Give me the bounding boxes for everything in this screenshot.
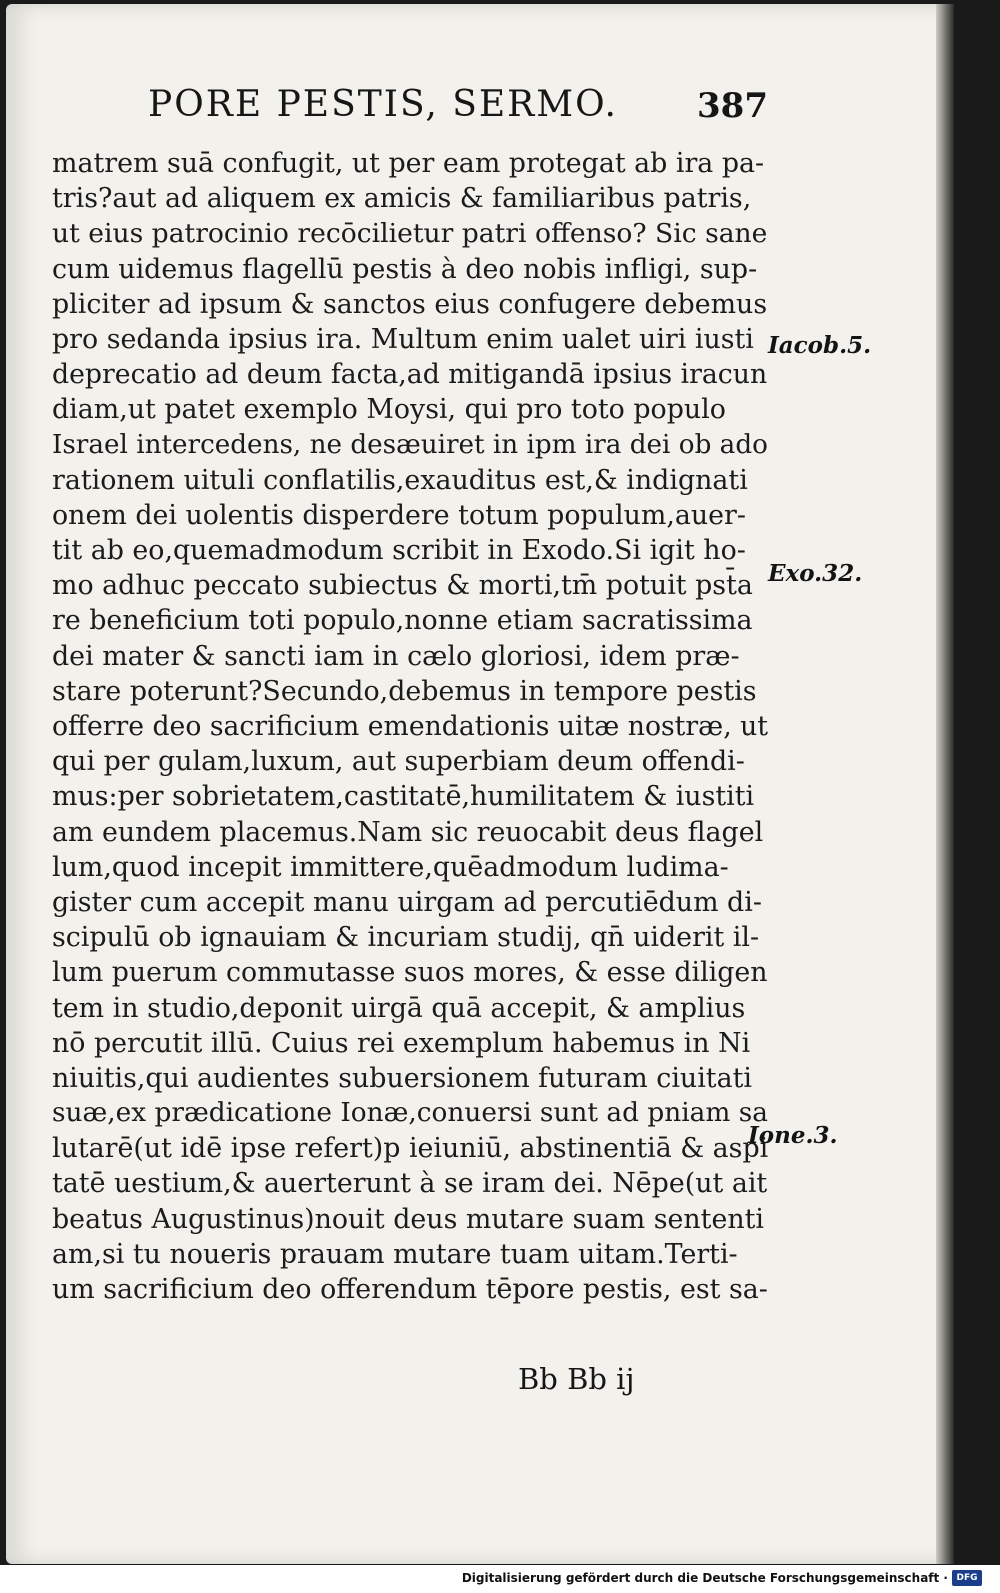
text-line: rationem uituli conflatilis,exauditus est,& indignati bbox=[52, 464, 748, 496]
margin-note-jonah: Ione.3. bbox=[748, 1122, 838, 1149]
book-page bbox=[6, 4, 954, 1564]
running-head bbox=[148, 84, 768, 132]
text-line: tris?aut ad aliquem ex amicis & familiaribus patris, bbox=[52, 183, 752, 215]
text-line: beatus Augustinus)nouit deus mutare suam sententi bbox=[52, 1203, 765, 1235]
text-line: suæ,ex prædicatione Ionæ,conuersi sunt ad pniam sa bbox=[52, 1098, 768, 1129]
digitization-footer bbox=[0, 1565, 1000, 1593]
text-line: diam,ut patet exemplo Moysi, qui pro toto populo bbox=[52, 394, 726, 426]
text-line: gister cum accepit manu uirgam ad percutiēdum di- bbox=[52, 886, 762, 918]
text-line: um sacrificium deo offerendum tēpore pestis, est sa- bbox=[52, 1274, 768, 1305]
footer-credit: Digitalisierung gefördert durch die Deutsche Forschungsgemeinschaft · bbox=[461, 1571, 948, 1585]
text-line: am eundem placemus.Nam sic reuocabit deus flagel bbox=[52, 816, 764, 848]
text-line: scipulū ob ignauiam & incuriam studij, qn̄ uiderit il- bbox=[52, 922, 760, 954]
margin-note-jacob: Iacob.5. bbox=[768, 332, 872, 359]
text-line: Israel intercedens, ne desæuiret in ipm ira dei ob ado bbox=[52, 429, 768, 460]
running-head-title: PORE PESTIS, SERMO. bbox=[148, 84, 618, 125]
text-line: niuitis,qui audientes subuersionem futuram ciuitati bbox=[52, 1062, 752, 1094]
signature-mark: Bb Bb ij bbox=[518, 1362, 635, 1396]
text-line: lum puerum commutasse suos mores, & esse diligen bbox=[52, 957, 768, 989]
text-line: stare poterunt?Secundo,debemus in tempore pestis bbox=[52, 675, 757, 707]
text-line: tatē uestium,& auerterunt à se iram dei. Nēpe(ut ait bbox=[52, 1168, 768, 1200]
text-line: lum,quod incepit immittere,quēadmodum ludima- bbox=[52, 851, 729, 883]
body-text bbox=[52, 146, 772, 1307]
text-line: tit ab eo,quemadmodum scribit in Exodo.Si igit ho- bbox=[52, 535, 746, 567]
text-line: qui per gulam,luxum, aut superbiam deum offendi- bbox=[52, 746, 745, 778]
text-line: lutarē(ut idē ipse refert)p ieiuniū, abstinentiā & aspi bbox=[52, 1133, 769, 1165]
text-line: pro sedanda ipsius ira. Multum enim ualet uiri iusti bbox=[52, 323, 754, 355]
text-line: cum uidemus flagellū pestis à deo nobis infligi, sup- bbox=[52, 253, 758, 285]
text-line: offerre deo sacrificium emendationis uitæ nostræ, ut bbox=[52, 711, 769, 742]
text-line: am,si tu noueris prauam mutare tuam uitam.Terti- bbox=[52, 1238, 738, 1270]
text-line: deprecatio ad deum facta,ad mitigandā ipsius iracun bbox=[52, 359, 768, 391]
text-line: re beneficium toti populo,nonne etiam sacratissima bbox=[52, 605, 753, 637]
text-line: nō percutit illū. Cuius rei exemplum habemus in Ni bbox=[52, 1027, 751, 1059]
page-number: 387 bbox=[697, 86, 768, 126]
text-line: dei mater & sancti iam in cælo gloriosi, idem præ- bbox=[52, 640, 740, 672]
dfg-logo: DFG bbox=[952, 1570, 982, 1586]
text-line: ut eius patrocinio recōcilietur patri offenso? Sic sane bbox=[52, 218, 768, 250]
text-line: matrem suā confugit, ut per eam protegat ab ira pa- bbox=[52, 148, 765, 179]
margin-note-exodus: Exo.32. bbox=[768, 560, 863, 587]
text-line: pliciter ad ipsum & sanctos eius confugere debemus bbox=[52, 288, 768, 320]
text-line: mus:per sobrietatem,castitatē,humilitatem & iustiti bbox=[52, 781, 755, 813]
page-edge-shadow bbox=[936, 4, 954, 1564]
text-line: tem in studio,deponit uirgā quā accepit, & amplius bbox=[52, 992, 746, 1024]
text-line: mo adhuc peccato subiectus & morti,tm̄ potuit pst̄a bbox=[52, 570, 753, 602]
text-line: onem dei uolentis disperdere totum populum,auer- bbox=[52, 499, 746, 531]
